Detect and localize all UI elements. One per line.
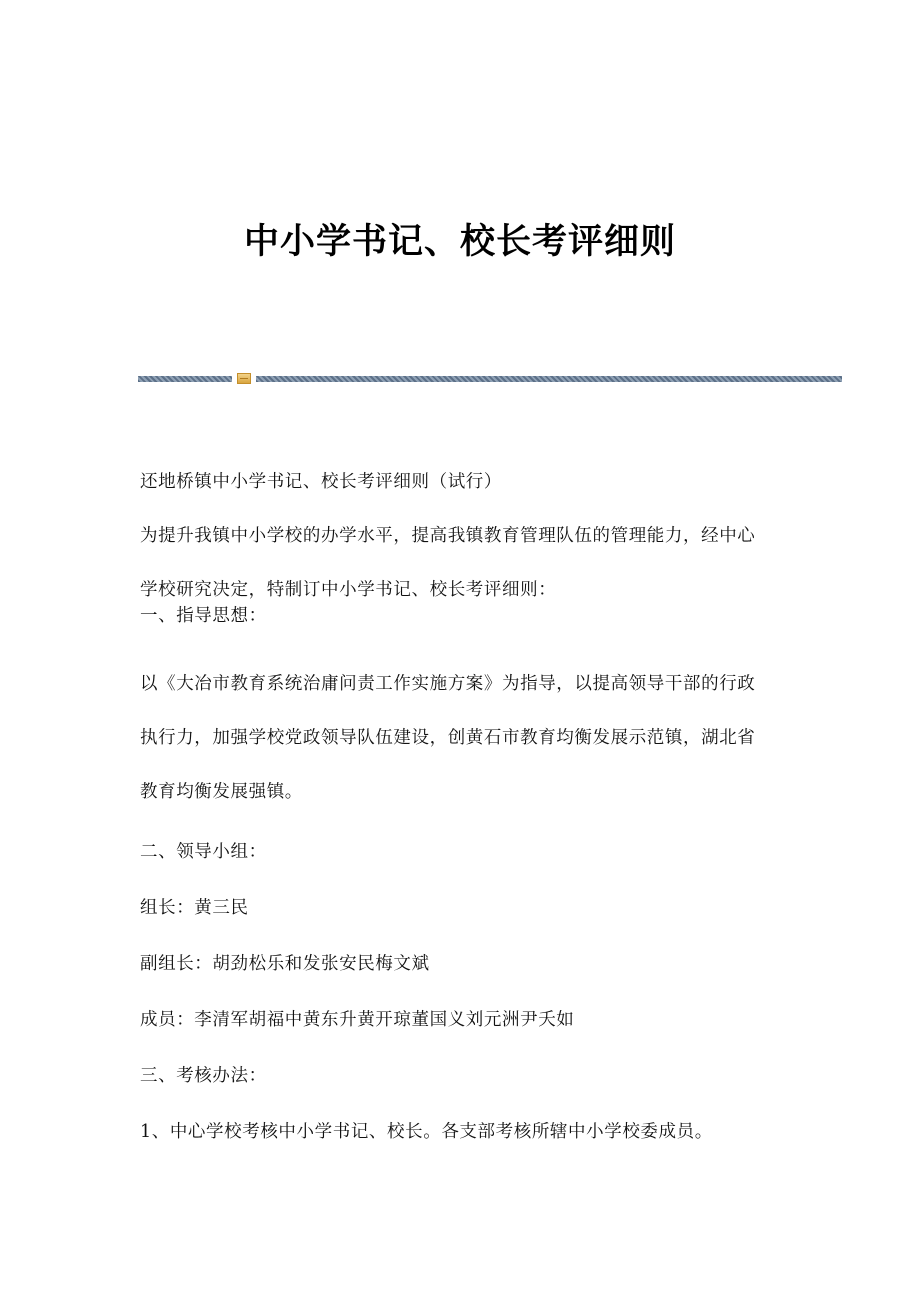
document-title: 中小学书记、校长考评细则 <box>243 221 676 262</box>
section-heading-3: 三、考核办法： <box>140 1066 267 1086</box>
subtitle-paragraph: 还地桥镇中小学书记、校长考评细则（试行） <box>140 472 502 492</box>
intro-paragraph: 为提升我镇中小学校的办学水平，提高我镇教育管理队伍的管理能力，经中心学校研究决定，特制订中小学书记、校长考评细则： <box>140 526 756 600</box>
divider-bar-left <box>138 376 232 382</box>
deputy-leader-line: 副组长：胡劲松乐和发张安民梅文斌 <box>140 954 430 974</box>
method-item-1: 1、中心学校考核中小学书记、校长。各支部考核所辖中小学校委成员。 <box>140 1122 713 1142</box>
section-heading-2: 二、领导小组： <box>140 842 267 862</box>
members-line: 成员：李清军胡福中黄东升黄开琼董国义刘元洲尹夭如 <box>140 1010 575 1030</box>
guiding-paragraph: 以《大冶市教育系统治庸问责工作实施方案》为指导，以提高领导干部的行政执行力，加强学校党政领导队伍建设，创黄石市教育均衡发展示范镇，湖北省教育均衡发展强镇。 <box>140 674 756 802</box>
divider-bar-right <box>256 376 842 382</box>
group-leader-line: 组长：黄三民 <box>140 898 249 918</box>
divider-ornament-icon <box>237 373 251 384</box>
title-divider <box>138 373 842 385</box>
section-heading-1: 一、指导思想： <box>140 606 267 626</box>
